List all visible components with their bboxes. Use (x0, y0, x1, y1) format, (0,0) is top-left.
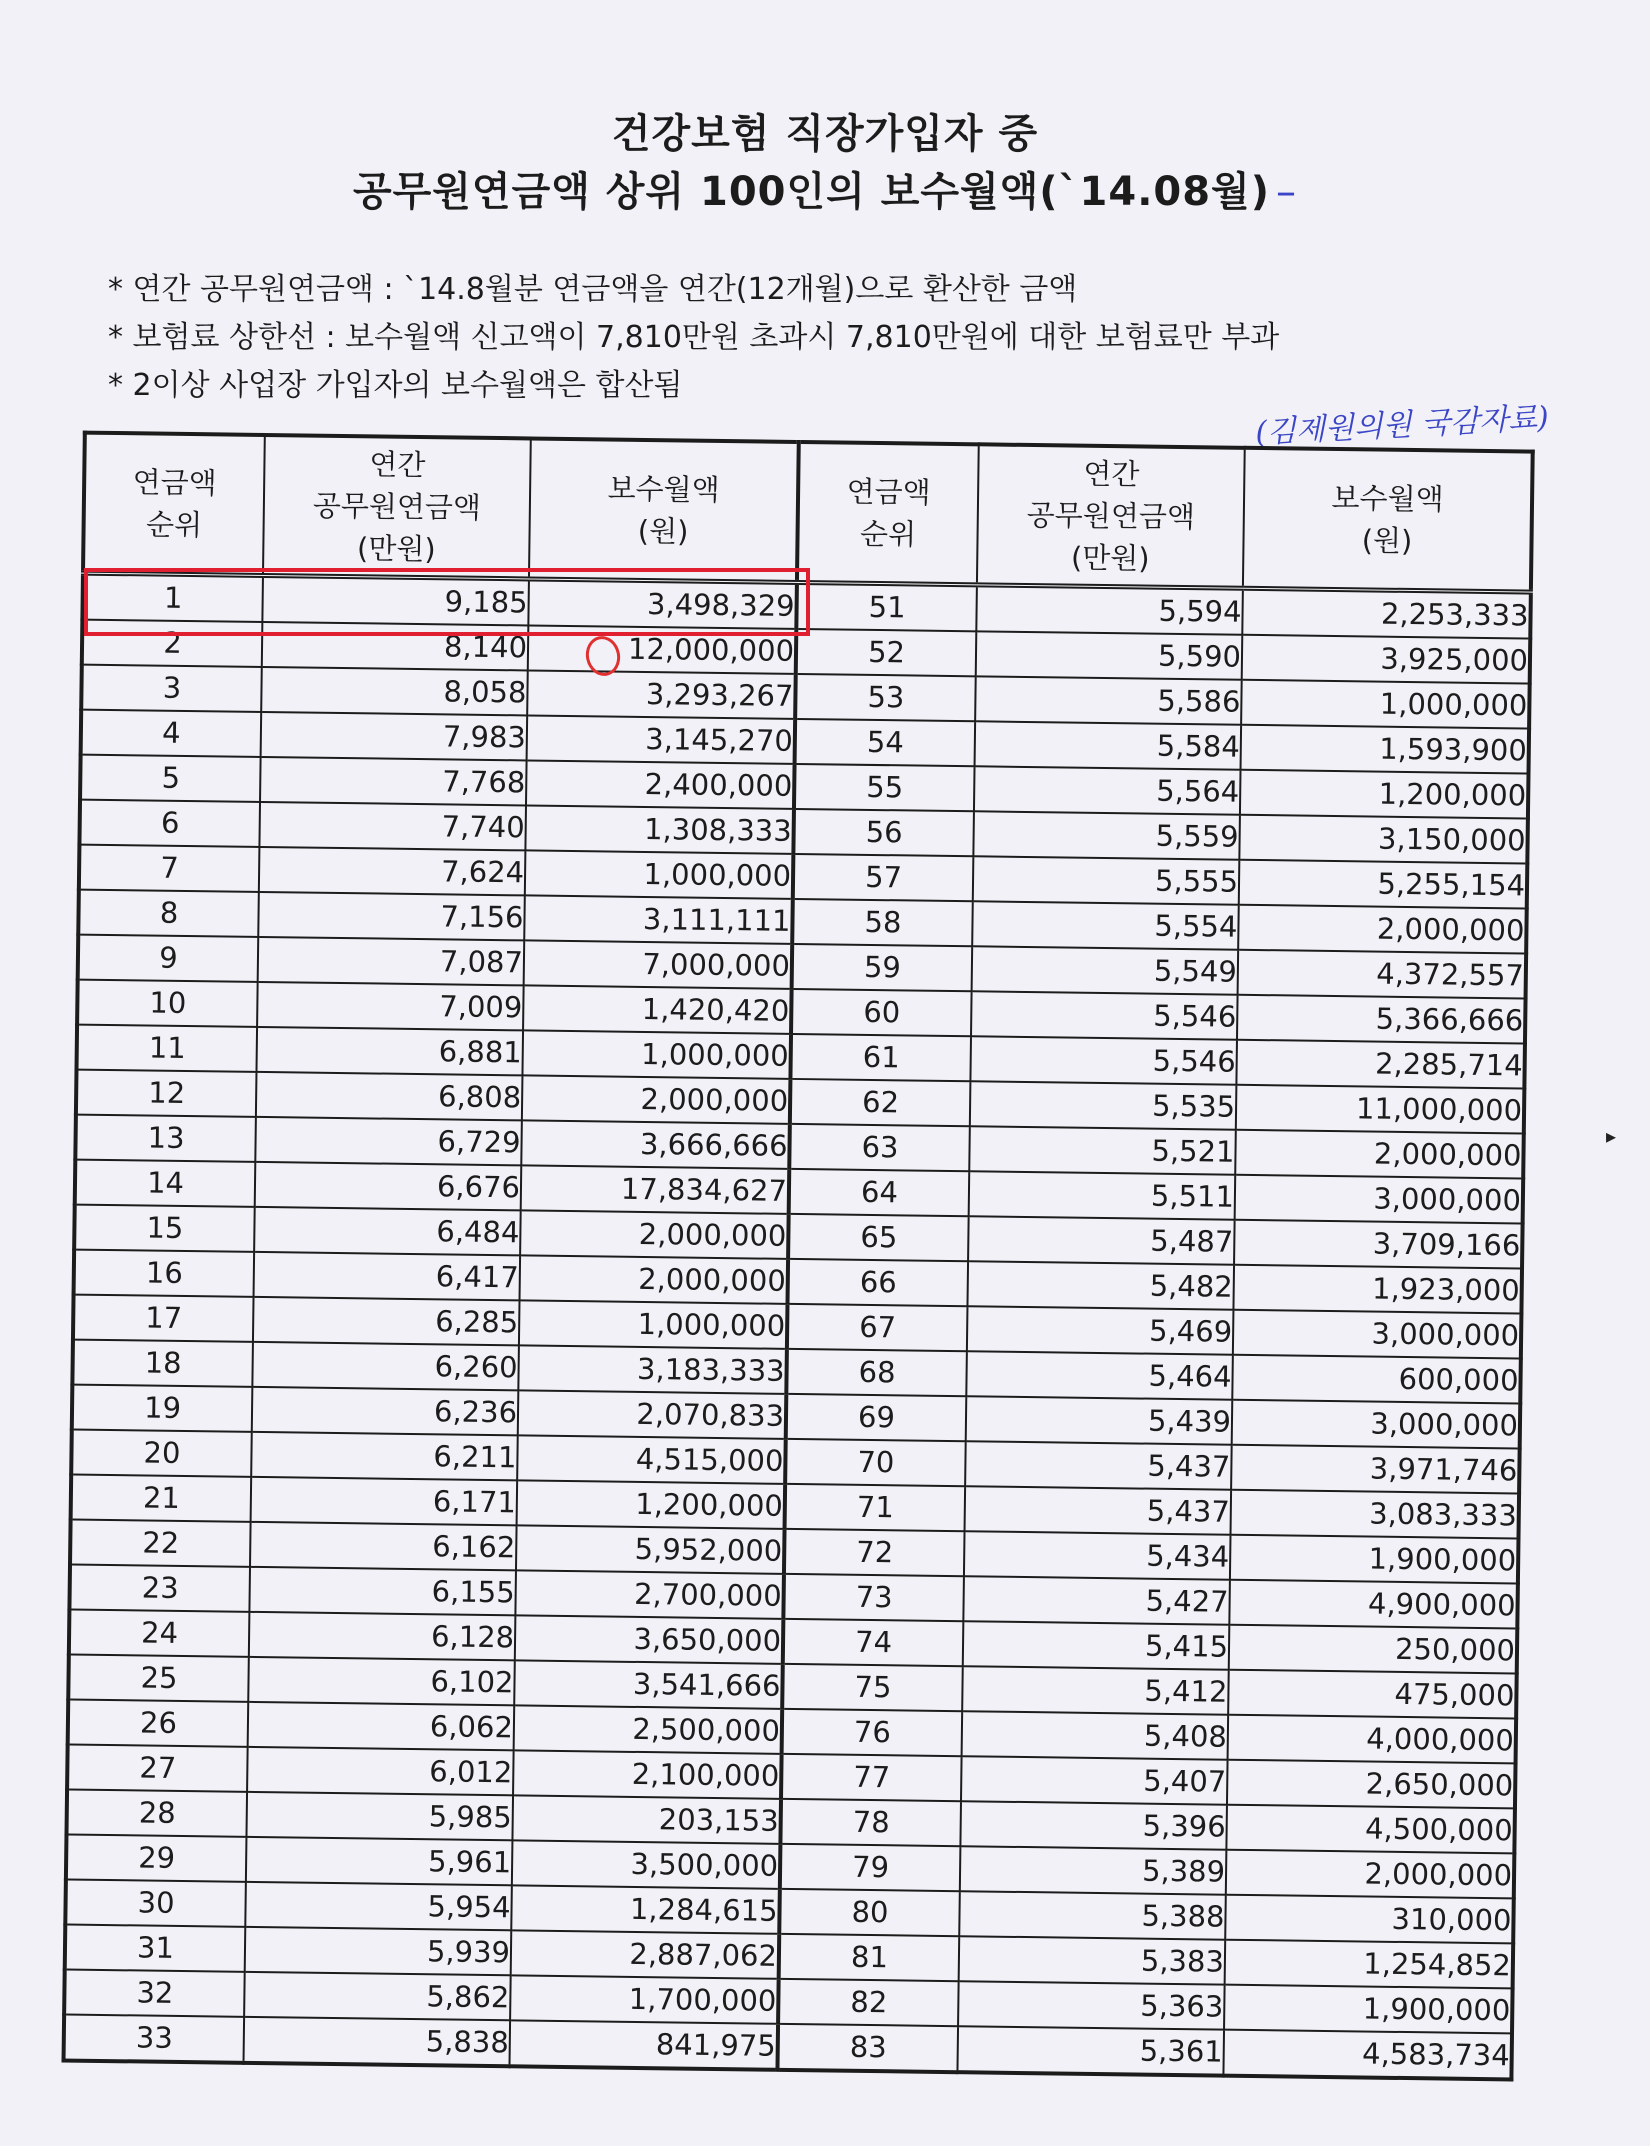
left-annual-pension-cell: 5,838 (244, 2017, 511, 2066)
document-title-text: 공무원연금액 상위 100인의 보수월액(`14.08월) (353, 169, 1270, 215)
right-rank-cell: 73 (783, 1574, 964, 1621)
left-rank-cell: 27 (67, 1745, 248, 1792)
right-monthly-salary-cell: 3,000,000 (1233, 1310, 1522, 1359)
left-monthly-salary-cell: 3,293,267 (527, 670, 796, 719)
left-monthly-salary-cell: 2,000,000 (520, 1255, 789, 1304)
left-monthly-salary-cell: 2,400,000 (526, 760, 795, 809)
right-rank-cell: 67 (787, 1304, 968, 1351)
left-rank-cell: 22 (70, 1520, 251, 1567)
right-rank-cell: 75 (782, 1664, 963, 1711)
right-monthly-salary-cell: 5,255,154 (1239, 860, 1528, 909)
left-annual-pension-cell: 6,128 (249, 1612, 516, 1660)
right-rank-cell: 79 (780, 1844, 961, 1891)
left-annual-pension-cell: 6,881 (256, 1027, 523, 1075)
notes-block (108, 266, 1279, 410)
left-rank-cell: 24 (69, 1610, 250, 1657)
left-annual-pension-cell: 6,162 (250, 1522, 517, 1570)
right-monthly-salary-cell: 1,000,000 (1241, 680, 1530, 729)
left-monthly-salary-cell: 3,145,270 (527, 715, 796, 764)
left-annual-pension-cell: 8,058 (261, 667, 528, 715)
left-monthly-salary-cell: 1,000,000 (525, 850, 794, 899)
pension-table-container (61, 431, 1530, 2100)
left-monthly-salary-cell: 1,200,000 (517, 1480, 786, 1529)
handwritten-dash: – (1275, 169, 1297, 215)
left-annual-pension-cell: 5,954 (245, 1882, 512, 1930)
left-monthly-salary-cell: 3,500,000 (512, 1840, 781, 1889)
right-rank-cell: 70 (785, 1439, 966, 1486)
right-monthly-salary-cell: 4,900,000 (1229, 1580, 1518, 1629)
left-annual-pension-cell: 7,768 (260, 757, 527, 805)
document-title-line-1: 건강보험 직장가입자 중 (611, 111, 1039, 157)
right-monthly-salary-cell: 4,372,557 (1238, 950, 1527, 999)
left-monthly-salary-cell: 7,000,000 (524, 940, 793, 989)
right-annual-pension-cell: 5,469 (967, 1306, 1234, 1354)
left-annual-pension-cell: 9,185 (262, 575, 529, 625)
right-annual-pension-cell: 5,464 (966, 1351, 1233, 1399)
right-monthly-salary-cell: 4,583,734 (1223, 2030, 1512, 2080)
left-rank-cell: 18 (72, 1340, 253, 1387)
left-rank-cell: 21 (71, 1475, 252, 1522)
left-monthly-salary-cell: 3,183,333 (518, 1345, 787, 1394)
left-annual-pension-cell: 7,740 (259, 802, 526, 850)
right-monthly-salary-cell: 1,900,000 (1224, 1985, 1513, 2034)
right-rank-cell: 71 (785, 1484, 966, 1531)
right-monthly-salary-cell: 600,000 (1232, 1355, 1521, 1404)
left-annual-pension-cell: 6,102 (248, 1657, 515, 1705)
note-annual-pension: * 연간 공무원연금액 : `14.8월분 연금액을 연간(12개월)으로 환산한 금액 (108, 272, 1078, 307)
left-monthly-salary-cell: 1,000,000 (522, 1030, 791, 1079)
right-annual-pension-cell: 5,564 (974, 766, 1241, 814)
right-rank-cell: 60 (791, 989, 972, 1036)
right-annual-pension-cell: 5,535 (970, 1081, 1237, 1129)
right-monthly-salary-cell: 1,900,000 (1230, 1535, 1519, 1584)
document-title-line-2 (0, 160, 1650, 217)
note-premium-cap: * 보험료 상한선 : 보수월액 신고액이 7,810만원 초과시 7,810만원에 대한 보험료만 부과 (108, 320, 1280, 355)
left-monthly-salary-cell: 3,111,111 (524, 895, 793, 944)
right-annual-pension-cell: 5,396 (960, 1801, 1227, 1849)
right-annual-pension-cell: 5,511 (969, 1171, 1236, 1219)
left-annual-pension-cell: 6,260 (252, 1342, 519, 1390)
left-rank-cell: 16 (74, 1250, 255, 1297)
left-monthly-salary-cell: 2,070,833 (518, 1390, 787, 1439)
right-rank-cell: 69 (786, 1394, 967, 1441)
left-monthly-salary-cell: 2,100,000 (513, 1750, 782, 1799)
left-annual-pension-cell: 6,062 (248, 1702, 515, 1750)
right-annual-pension-cell: 5,407 (961, 1756, 1228, 1804)
left-annual-pension-cell: 7,983 (261, 712, 528, 760)
right-rank-cell: 61 (790, 1034, 971, 1081)
right-monthly-salary-cell: 11,000,000 (1236, 1085, 1525, 1134)
left-monthly-salary-cell: 3,498,329 (528, 579, 797, 629)
left-annual-pension-cell: 6,808 (256, 1072, 523, 1120)
right-rank-cell: 65 (788, 1214, 969, 1261)
right-rank-cell: 76 (782, 1709, 963, 1756)
right-annual-pension-cell: 5,434 (964, 1531, 1231, 1579)
left-annual-pension-cell: 5,939 (245, 1927, 512, 1975)
right-annual-pension-cell: 5,521 (969, 1126, 1236, 1174)
left-rank-cell: 28 (66, 1790, 247, 1837)
right-annual-pension-cell: 5,383 (959, 1936, 1226, 1984)
left-rank-cell: 33 (64, 2014, 245, 2062)
left-annual-pension-cell: 5,985 (246, 1792, 513, 1840)
left-monthly-salary-cell: 3,650,000 (515, 1615, 784, 1664)
right-monthly-salary-cell: 3,150,000 (1239, 815, 1528, 864)
right-annual-pension-cell: 5,437 (965, 1486, 1232, 1534)
header-annual-right: 연간 공무원연금액 (만원) (977, 444, 1245, 588)
right-annual-pension-cell: 5,412 (962, 1666, 1229, 1714)
handwritten-source-note: (김제원의원 국감자료) (1254, 400, 1550, 451)
left-rank-cell: 17 (73, 1295, 254, 1342)
right-annual-pension-cell: 5,584 (975, 721, 1242, 769)
left-rank-cell: 11 (76, 1025, 257, 1072)
left-rank-cell: 10 (77, 980, 258, 1027)
right-rank-cell: 62 (790, 1079, 971, 1126)
right-monthly-salary-cell: 2,000,000 (1238, 905, 1527, 954)
right-monthly-salary-cell: 1,923,000 (1233, 1265, 1522, 1314)
right-monthly-salary-cell: 3,083,333 (1231, 1490, 1520, 1539)
left-annual-pension-cell: 6,236 (252, 1387, 519, 1435)
right-monthly-salary-cell: 250,000 (1229, 1625, 1518, 1674)
right-rank-cell: 54 (795, 719, 976, 766)
right-annual-pension-cell: 5,388 (959, 1891, 1226, 1939)
right-rank-cell: 58 (792, 899, 973, 946)
right-monthly-salary-cell: 2,253,333 (1242, 588, 1531, 638)
left-rank-cell: 25 (68, 1655, 249, 1702)
right-rank-cell: 68 (786, 1349, 967, 1396)
right-annual-pension-cell: 5,439 (966, 1396, 1233, 1444)
left-annual-pension-cell: 7,009 (257, 982, 524, 1030)
right-monthly-salary-cell: 1,200,000 (1240, 770, 1529, 819)
left-monthly-salary-cell: 1,284,615 (511, 1885, 780, 1934)
left-rank-cell: 26 (68, 1700, 249, 1747)
right-annual-pension-cell: 5,594 (976, 585, 1243, 635)
left-rank-cell: 31 (65, 1924, 246, 1971)
right-monthly-salary-cell: 1,593,900 (1241, 725, 1530, 774)
right-annual-pension-cell: 5,482 (967, 1261, 1234, 1309)
right-annual-pension-cell: 5,549 (972, 946, 1239, 994)
right-rank-cell: 55 (794, 764, 975, 811)
left-rank-cell: 29 (66, 1834, 247, 1881)
left-annual-pension-cell: 7,156 (258, 892, 525, 940)
left-monthly-salary-cell: 2,000,000 (522, 1075, 791, 1124)
right-annual-pension-cell: 5,437 (965, 1441, 1232, 1489)
left-annual-pension-cell: 6,171 (251, 1477, 518, 1525)
left-rank-cell: 23 (69, 1565, 250, 1612)
right-annual-pension-cell: 5,546 (970, 1036, 1237, 1084)
header-rank-left: 연금액 순위 (83, 433, 265, 576)
left-annual-pension-cell: 6,211 (251, 1432, 518, 1480)
header-annual-left: 연간 공무원연금액 (만원) (263, 435, 531, 579)
right-monthly-salary-cell: 3,000,000 (1235, 1175, 1524, 1224)
left-monthly-salary-cell: 17,834,627 (521, 1165, 790, 1214)
pension-table (61, 431, 1534, 2082)
left-monthly-salary-cell: 1,308,333 (525, 805, 794, 854)
left-rank-cell: 13 (75, 1115, 256, 1162)
right-rank-cell: 82 (778, 1979, 959, 2026)
table-body (64, 573, 1531, 2079)
left-annual-pension-cell: 6,155 (249, 1567, 516, 1615)
right-rank-cell: 51 (796, 582, 977, 631)
right-rank-cell: 74 (783, 1619, 964, 1666)
left-monthly-salary-cell: 5,952,000 (516, 1525, 785, 1574)
note-multi-workplace: * 2이상 사업장 가입자의 보수월액은 합산됨 (108, 368, 683, 403)
left-rank-cell: 32 (64, 1969, 245, 2016)
right-rank-cell: 80 (779, 1889, 960, 1936)
left-rank-cell: 20 (71, 1430, 252, 1477)
right-monthly-salary-cell: 5,366,666 (1237, 995, 1526, 1044)
red-highlight-box (84, 568, 810, 636)
right-monthly-salary-cell: 2,285,714 (1236, 1040, 1525, 1089)
left-monthly-salary-cell: 3,666,666 (521, 1120, 790, 1169)
left-monthly-salary-cell: 1,000,000 (519, 1300, 788, 1349)
right-annual-pension-cell: 5,487 (968, 1216, 1235, 1264)
left-annual-pension-cell: 7,087 (258, 937, 525, 985)
right-rank-cell: 81 (779, 1934, 960, 1981)
left-monthly-salary-cell: 3,541,666 (514, 1660, 783, 1709)
header-rank-right: 연금액 순위 (797, 442, 979, 585)
right-annual-pension-cell: 5,559 (973, 811, 1240, 859)
right-monthly-salary-cell: 3,971,746 (1231, 1445, 1520, 1494)
right-annual-pension-cell: 5,361 (957, 2026, 1224, 2075)
left-rank-cell: 1 (82, 573, 263, 622)
left-annual-pension-cell: 5,862 (244, 1972, 511, 2020)
left-monthly-salary-cell: 2,500,000 (514, 1705, 783, 1754)
right-annual-pension-cell: 5,586 (975, 676, 1242, 724)
left-annual-pension-cell: 5,961 (246, 1837, 513, 1885)
right-monthly-salary-cell: 310,000 (1225, 1895, 1514, 1944)
left-rank-cell: 30 (65, 1879, 246, 1926)
left-annual-pension-cell: 6,012 (247, 1747, 514, 1795)
left-annual-pension-cell: 7,624 (259, 847, 526, 895)
right-monthly-salary-cell: 1,254,852 (1225, 1940, 1514, 1989)
right-monthly-salary-cell: 2,650,000 (1227, 1760, 1516, 1809)
right-monthly-salary-cell: 2,000,000 (1226, 1850, 1515, 1899)
left-monthly-salary-cell: 2,887,062 (511, 1930, 780, 1979)
right-annual-pension-cell: 5,415 (963, 1621, 1230, 1669)
right-annual-pension-cell: 5,546 (971, 991, 1238, 1039)
right-rank-cell: 57 (793, 854, 974, 901)
left-rank-cell: 2 (82, 620, 263, 667)
right-rank-cell: 66 (787, 1259, 968, 1306)
right-monthly-salary-cell: 3,000,000 (1232, 1400, 1521, 1449)
right-annual-pension-cell: 5,555 (973, 856, 1240, 904)
left-rank-cell: 5 (80, 755, 261, 802)
left-rank-cell: 7 (79, 845, 260, 892)
left-rank-cell: 15 (74, 1205, 255, 1252)
right-rank-cell: 53 (795, 674, 976, 721)
left-monthly-salary-cell: 1,420,420 (523, 985, 792, 1034)
right-rank-cell: 83 (777, 2024, 958, 2072)
header-monthly-right: 보수월액 (원) (1243, 448, 1533, 592)
left-monthly-salary-cell: 1,700,000 (510, 1975, 779, 2024)
left-rank-cell: 14 (75, 1160, 256, 1207)
left-annual-pension-cell: 6,484 (254, 1207, 521, 1255)
right-rank-cell: 59 (792, 944, 973, 991)
right-monthly-salary-cell: 475,000 (1228, 1670, 1517, 1719)
side-arrow-marker: ▸ (1606, 1124, 1617, 1148)
right-annual-pension-cell: 5,408 (962, 1711, 1229, 1759)
left-annual-pension-cell: 6,285 (253, 1297, 520, 1345)
left-monthly-salary-cell: 203,153 (512, 1795, 781, 1844)
right-annual-pension-cell: 5,554 (972, 901, 1239, 949)
right-rank-cell: 63 (789, 1124, 970, 1171)
left-monthly-salary-cell: 12,000,000 (528, 625, 797, 674)
left-annual-pension-cell: 8,140 (262, 622, 529, 670)
left-monthly-salary-cell: 2,000,000 (520, 1210, 789, 1259)
left-annual-pension-cell: 6,676 (255, 1162, 522, 1210)
left-rank-cell: 6 (79, 800, 260, 847)
right-monthly-salary-cell: 3,709,166 (1234, 1220, 1523, 1269)
left-rank-cell: 12 (76, 1070, 257, 1117)
left-rank-cell: 3 (81, 665, 262, 712)
header-monthly-left: 보수월액 (원) (529, 438, 799, 582)
left-annual-pension-cell: 6,729 (255, 1117, 522, 1165)
left-rank-cell: 19 (72, 1385, 253, 1432)
right-rank-cell: 64 (789, 1169, 970, 1216)
right-rank-cell: 52 (796, 629, 977, 676)
right-annual-pension-cell: 5,427 (963, 1576, 1230, 1624)
left-rank-cell: 9 (78, 935, 259, 982)
right-annual-pension-cell: 5,590 (976, 631, 1243, 679)
left-annual-pension-cell: 6,417 (254, 1252, 521, 1300)
right-monthly-salary-cell: 2,000,000 (1235, 1130, 1524, 1179)
right-annual-pension-cell: 5,389 (960, 1846, 1227, 1894)
right-rank-cell: 56 (793, 809, 974, 856)
right-monthly-salary-cell: 4,500,000 (1226, 1805, 1515, 1854)
left-monthly-salary-cell: 841,975 (509, 2020, 778, 2070)
right-rank-cell: 72 (784, 1529, 965, 1576)
right-rank-cell: 77 (781, 1754, 962, 1801)
left-monthly-salary-cell: 2,700,000 (515, 1570, 784, 1619)
right-annual-pension-cell: 5,363 (958, 1981, 1225, 2029)
left-monthly-salary-cell: 4,515,000 (517, 1435, 786, 1484)
right-monthly-salary-cell: 3,925,000 (1242, 635, 1531, 684)
left-rank-cell: 4 (81, 710, 262, 757)
right-monthly-salary-cell: 4,000,000 (1228, 1715, 1517, 1764)
right-rank-cell: 78 (780, 1799, 961, 1846)
left-rank-cell: 8 (78, 890, 259, 937)
